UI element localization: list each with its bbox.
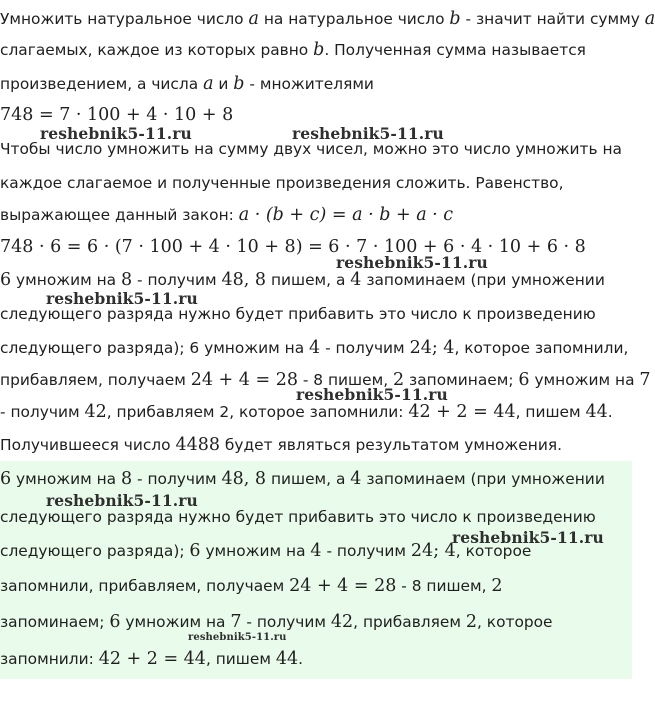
var-b: b: [233, 74, 245, 94]
highlight-line6: [0, 648, 632, 670]
highlight-line5: [0, 611, 632, 633]
para2-line2: каждое слагаемое и полученные произведения сложить. Равенство,: [0, 174, 564, 192]
text: на натуральное число: [258, 10, 450, 28]
num: 42: [84, 402, 107, 422]
text: - получим: [132, 271, 222, 289]
num: 44: [275, 649, 299, 669]
num: 42 + 2 = 44: [408, 402, 516, 422]
num: 4: [310, 541, 322, 561]
para3-line1: [0, 269, 632, 291]
var-a: a: [203, 74, 214, 94]
watermark: reshebnik5-11.ru: [188, 632, 287, 643]
text: пишем, а: [266, 470, 351, 488]
text: - получим: [241, 613, 331, 631]
num: 8: [121, 469, 133, 489]
para4-line1: [0, 434, 632, 456]
watermark: reshebnik5-11.ru: [452, 528, 604, 547]
text: умножим на: [200, 542, 311, 560]
num: 48, 8: [221, 469, 267, 489]
highlight-line4: [0, 575, 632, 597]
num: 42: [330, 612, 354, 632]
para3-line5: [0, 401, 632, 423]
para3-line2: следующего разряда нужно будет прибавить это число к произведению: [0, 305, 596, 323]
var-b: b: [313, 40, 325, 60]
num: 6: [0, 270, 12, 290]
text: будет являться результатом умножения.: [219, 436, 562, 454]
num: 2: [465, 612, 477, 632]
watermark: reshebnik5-11.ru: [296, 385, 448, 404]
text: , прибавляем 2, которое запомнили:: [106, 403, 409, 421]
para1-line2: [0, 39, 632, 61]
text: прибавляем, получаем: [0, 371, 191, 389]
para1-line1: [0, 8, 655, 30]
text: слагаемых, каждое из которых равно: [0, 41, 314, 59]
text: , которое: [455, 542, 532, 560]
highlight-line1: [0, 468, 632, 490]
text: Получившееся число: [0, 436, 176, 454]
text: запоминаем (при умножении: [361, 470, 605, 488]
text: запомнили:: [0, 650, 99, 668]
text: запоминаем;: [0, 613, 110, 631]
var-b: b: [449, 9, 461, 29]
num: 42 + 2 = 44: [98, 649, 206, 669]
watermark: reshebnik5-11.ru: [46, 491, 198, 510]
num: 6: [189, 541, 201, 561]
num: 24; 4: [410, 541, 456, 561]
text: - 8 пишем,: [396, 577, 492, 595]
distributive-law-formula: a · (b + c) = a · b + a · c: [238, 205, 454, 225]
text: , которое запомнили,: [454, 339, 629, 357]
text: .: [607, 403, 613, 421]
text: , прибавляем: [353, 613, 466, 631]
var-a: a: [248, 9, 259, 29]
text: умножим на: [11, 470, 121, 488]
var-a: a: [644, 9, 655, 29]
text: умножим на: [529, 371, 640, 389]
watermark: reshebnik5-11.ru: [292, 124, 444, 143]
text: .: [298, 650, 304, 668]
text: умножим на: [120, 613, 231, 631]
text: . Полученная сумма называется: [324, 41, 586, 59]
text: умножим на: [11, 271, 121, 289]
num: 48, 8: [221, 270, 267, 290]
num: 6: [518, 370, 530, 390]
num: 4: [350, 270, 362, 290]
text: - получим: [132, 470, 222, 488]
text: - множителями: [244, 75, 374, 93]
num: 8: [121, 270, 133, 290]
num: 6: [109, 612, 121, 632]
num: 4488: [175, 435, 220, 455]
num: 24 + 4 = 28: [190, 370, 298, 390]
num: 7: [230, 612, 242, 632]
num: 2: [491, 576, 503, 596]
text: , пишем: [205, 650, 276, 668]
num: 7: [639, 370, 651, 390]
text: произведением, а числа: [0, 75, 204, 93]
text: - значит найти сумму: [460, 10, 645, 28]
num: 24; 4: [409, 338, 455, 358]
text: , которое: [476, 613, 553, 631]
num: 44: [585, 402, 608, 422]
text: , пишем: [515, 403, 586, 421]
text: запоминаем (при умножении: [361, 271, 605, 289]
text: запомнили, прибавляем, получаем: [0, 577, 290, 595]
para1-line3: [0, 73, 632, 95]
watermark: reshebnik5-11.ru: [336, 253, 488, 272]
para3-line3: [0, 337, 632, 359]
text: следующего разряда);: [0, 542, 190, 560]
watermark: reshebnik5-11.ru: [46, 289, 198, 308]
formula-748: 748 = 7 · 100 + 4 · 10 + 8: [0, 105, 234, 125]
text: Умножить натуральное число: [0, 10, 249, 28]
text: следующего разряда); 6 умножим на: [0, 339, 310, 357]
formula-748x6: 748 · 6 = 6 · (7 · 100 + 4 · 10 + 8) = 6 · 7 · 100 + 6 · 4 · 10 + 6 · 8: [0, 237, 586, 257]
watermark: reshebnik5-11.ru: [40, 124, 192, 143]
num: 24 + 4 = 28: [289, 576, 397, 596]
num: 4: [309, 338, 321, 358]
highlight-line2: следующего разряда нужно будет прибавить это число к произведению: [0, 508, 596, 526]
text: - 8 пишем,: [297, 371, 394, 389]
text: выражающее данный закон:: [0, 206, 239, 224]
text: и: [213, 75, 234, 93]
text: запоминаем;: [404, 371, 519, 389]
para2-line1: Чтобы число умножить на сумму двух чисел, можно это число умножить на: [0, 140, 622, 158]
text: - получим: [321, 542, 411, 560]
text: пишем, а: [266, 271, 351, 289]
para2-line3: [0, 204, 632, 226]
text: - получим: [320, 339, 410, 357]
num: 6: [0, 469, 12, 489]
num: 2: [393, 370, 405, 390]
text: - получим: [0, 403, 85, 421]
num: 4: [350, 469, 362, 489]
